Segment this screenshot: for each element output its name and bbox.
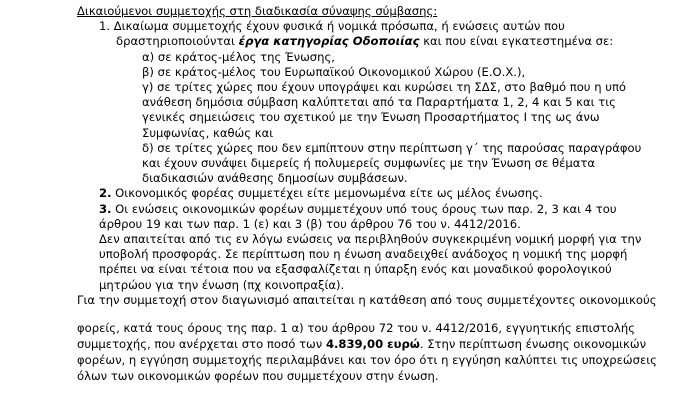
item1-line2	[116, 34, 613, 49]
item1-option-d-line2: και έχουν συνάψει διμερείς ή πολυμερείς συμφωνίες με την Ένωση σε θέματα	[142, 156, 596, 170]
joint-venture-line3: πρέπει να είναι τέτοια που να εξασφαλίζεται η ύπαρξη ενός και μοναδικού φορολογικού	[99, 262, 612, 276]
item2-text: Οικονομικός φορέας συμμετέχει είτε μεμονωμένα είτε ως μέλος ένωσης.	[115, 186, 543, 200]
guarantee-line3-post: . Στην περίπτωση ένωσης οικονομικών	[419, 337, 647, 351]
guarantee-line4: φορέων, η εγγύηση συμμετοχής περιλαμβάνει και τον όρο ότι η εγγύηση καλύπτει τις υποχρεώσεις	[77, 353, 657, 367]
guarantee-line1: Για την συμμετοχή στον διαγωνισμό απαιτείται η κατάθεση από τους συμμετέχοντες οικονομικούς	[77, 293, 657, 307]
guarantee-line5: όλων των οικονομικών φορέων που συμμετέχουν στην ένωση.	[77, 369, 439, 383]
item3-text-line1: Οι ενώσεις οικονομικών φορέων συμμετέχουν υπό τους όρους των παρ. 2, 3 και 4 του	[115, 202, 617, 216]
joint-venture-line1: Δεν απαιτείται από τις εν λόγω ενώσεις να περιβληθούν συγκεκριμένη νομική μορφή για την	[99, 232, 642, 246]
item1-option-c-line4: Συμφωνίας, καθώς και	[142, 126, 274, 140]
item3-line2: άρθρου 19 και των παρ. 1 (ε) και 3 (β) του άρθρου 76 του ν. 4412/2016.	[99, 217, 521, 231]
guarantee-line2: φορείς, κατά τους όρους της παρ. 1 α) του άρθρου 72 του ν. 4412/2016, εγγυητικής επιστολής	[77, 321, 636, 335]
joint-venture-line4: μητρώου για την ένωση (πχ κοινοπραξία).	[99, 278, 345, 292]
item1-option-b: β) σε κράτος-μέλος του Ευρωπαϊκού Οικονομικού Χώρου (Ε.Ο.Χ.),	[142, 65, 526, 79]
item1-line2-emphasis: έργα κατηγορίας Οδοποιίας	[238, 34, 420, 48]
item1-line1	[99, 19, 565, 34]
item1-text-line1: Δικαίωμα συμμετοχής έχουν φυσικά ή νομικά πρόσωπα, ή ενώσεις αυτών που	[113, 19, 565, 33]
guarantee-amount: 4.839,00 ευρώ	[325, 337, 420, 351]
item1-line2-pre: δραστηριοποιούνται	[116, 34, 235, 48]
item1-line2-post: και που είναι εγκατεστημένα σε:	[423, 34, 614, 48]
item1-option-c-line1: γ) σε τρίτες χώρες που έχουν υπογράψει και κυρώσει τη ΣΔΣ, στο βαθμό που η υπό	[142, 80, 627, 94]
item2-line	[99, 186, 543, 201]
item1-option-d-line3: διαδικασιών ανάθεσης δημοσίων συμβάσεων.	[142, 171, 408, 185]
joint-venture-line2: υποβολή προσφοράς. Σε περίπτωση που η ένωση αναδειχθεί ανάδοχος η νομική της μορφή	[99, 247, 628, 261]
item1-option-c-line2: ανάθεση δημόσια σύμβαση καλύπτεται από τα Παραρτήματα 1, 2, 4 και 5 και τις	[142, 95, 616, 109]
item3-number: 3.	[99, 202, 112, 216]
item1-option-a: α) σε κράτος-μέλος της Ένωσης,	[142, 50, 335, 64]
item1-option-c-line3: γενικές σημειώσεις του σχετικού με την Ένωση Προσαρτήματος I της ως άνω	[142, 110, 600, 124]
guarantee-line3	[77, 336, 646, 352]
item1-option-d-line1: δ) σε τρίτες χώρες που δεν εμπίπτουν στην περίπτωση γ΄ της παρούσας παραγράφου	[142, 141, 642, 155]
section-heading: Δικαιούμενοι συμμετοχής στη διαδικασία σύναψης σύμβασης:	[77, 4, 438, 18]
item2-number: 2.	[99, 186, 112, 200]
item1-number: 1.	[99, 19, 111, 33]
guarantee-line3-pre: συμμετοχής, που ανέρχεται στο ποσό των	[77, 337, 323, 351]
item3-line1	[99, 202, 617, 217]
